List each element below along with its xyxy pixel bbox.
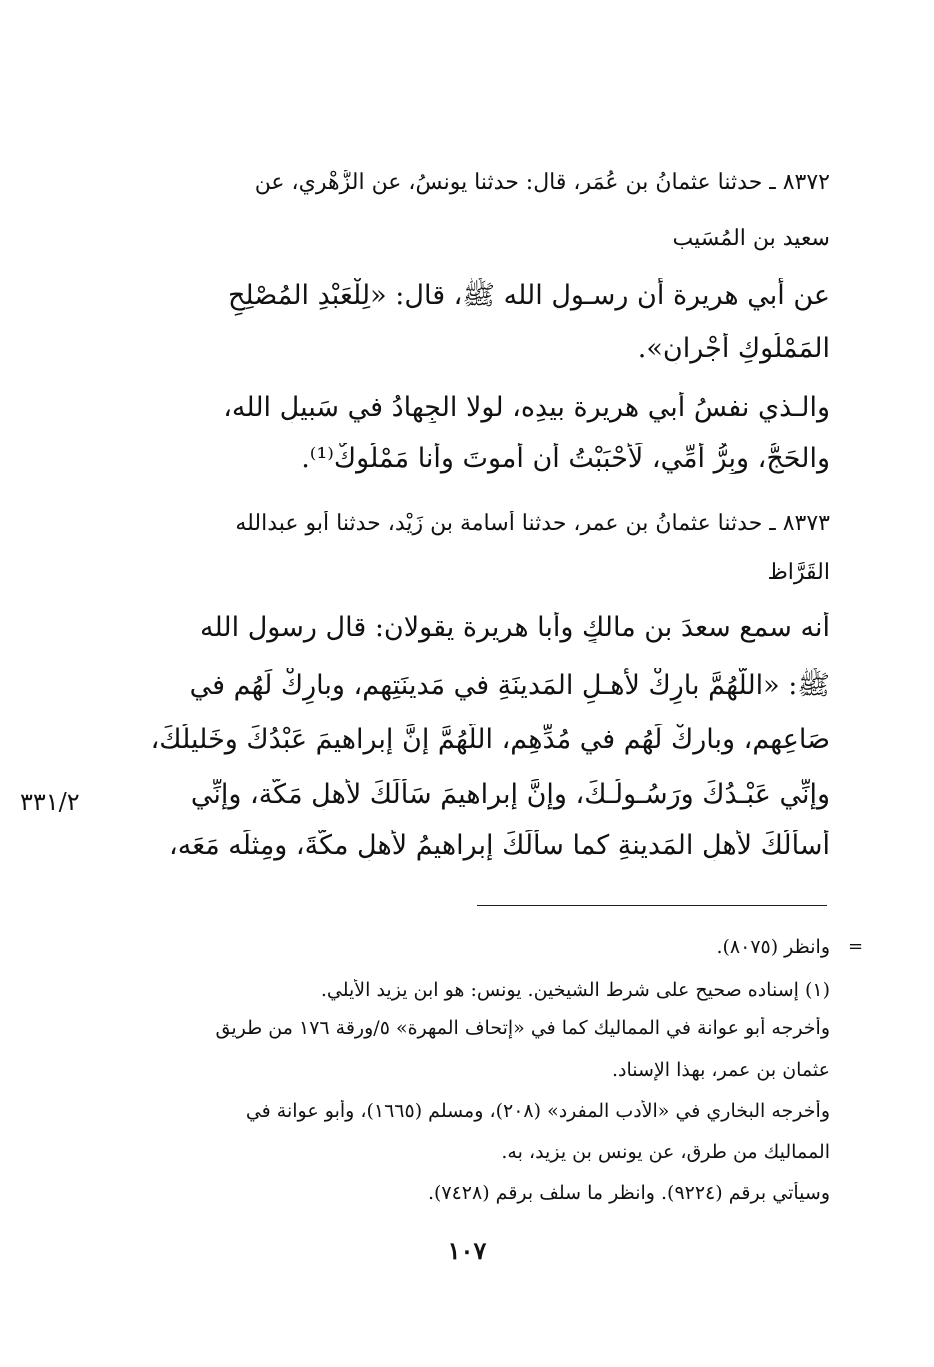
hadith-8373-matn-line-5: أسأَلُكَ لأهلِ المَدينةِ كما سأَلَكَ إبراهيمُ لأهلِ مكَّةَ، ومِثلَه مَعَه، [169,830,830,861]
hadith-8373-isnad-line-1: ٨٣٧٣ ـ حدثنا عثمانُ بن عمر، حدثنا أسامة بن زَيْد، حدثنا أبو عبدالله [235,511,830,536]
footnote-line-6: المماليك من طرق، عن يونس بن يزيد، به. [501,1141,830,1163]
hadith-8373-matn-line-4: وإِنِّي عَبْـدُكَ ورَسُـولُـكَ، وإنَّ إبراهيمَ سَأَلَكَ لأهلِ مَكَّة، وإِنِّي [190,779,830,810]
hadith-8372-isnad-line-2: سعيد بن المُسَيب [672,226,830,251]
hadith-8373-isnad-line-2: القَرَّاظ [767,560,830,585]
footnote-line-2: (١) إسناده صحيح على شرط الشيخين. يونس: هو ابن يزيد الأيلي. [320,979,830,1001]
page-number: ١٠٧ [447,1236,487,1265]
hadith-8372-matn-line-3: والـذي نفسُ أبي هريرة بيدِه، لولا الجِهادُ في سَبيلِ الله، [223,392,830,423]
hadith-8372-isnad-line-1: ٨٣٧٢ ـ حدثنا عثمانُ بن عُمَر، قال: حدثنا يونسُ، عن الزُّهْري، عن [254,170,830,195]
hadith-8372-matn-line-1: عن أَبي هريرة أن رسـول الله ﷺ، قال: «لِلْعَبْدِ المُصْلِحِ [227,280,830,311]
hadith-8372-matn-line-2: المَمْلُوكِ أَجْرانِ». [637,333,830,364]
hadith-8372-matn-line-4: والحَجُّ، وبِرُّ أُمِّي، لَأَحْبَبْتُ أن أموتَ وأنا مَمْلُوكٌ⁽¹⁾. [301,443,830,474]
footnote-line-7: وسيأتي برقم (٩٢٢٤). وانظر ما سلف برقم (٧٤٢٨). [427,1182,830,1204]
hadith-8373-matn-line-2: ﷺ: «اللَّهُمَّ بارِكْ لأهـلِ المَدينَةِ في مَدينَتِهم، وبارِكْ لَهُم في [189,670,830,701]
footnote-line-5: وأخرجه البخاري في «الأدب المفرد» (٢٠٨)، ومسلم (١٦٦٥)، وأبو عوانة في [245,1100,830,1122]
footnote-line-3: وأخرجه أبو عوانة في المماليك كما في «إتحاف المهرة» ٥/ورقة ١٧٦ من طريق [215,1017,830,1039]
footnote-separator [477,905,827,906]
hadith-8373-matn-line-3: صَاعِهِم، وبارِكْ لَهُم في مُدِّهِم، اللَّهُمَّ إنَّ إبراهيمَ عَبْدُكَ وخَليلُكَ، [150,724,830,755]
footnote-line-4: عثمان بن عمر، بهذا الإسناد. [612,1059,830,1081]
margin-reference: ٣٣١/٢ [20,788,80,816]
footnote-line-1: وانظر (٨٠٧٥). [716,936,830,958]
hadith-8373-matn-line-1: أنه سمع سعدَ بن مالكٍ وأبا هريرة يقولان: قال رسول الله [199,612,830,643]
footnote-continuation-mark: = [848,936,864,957]
